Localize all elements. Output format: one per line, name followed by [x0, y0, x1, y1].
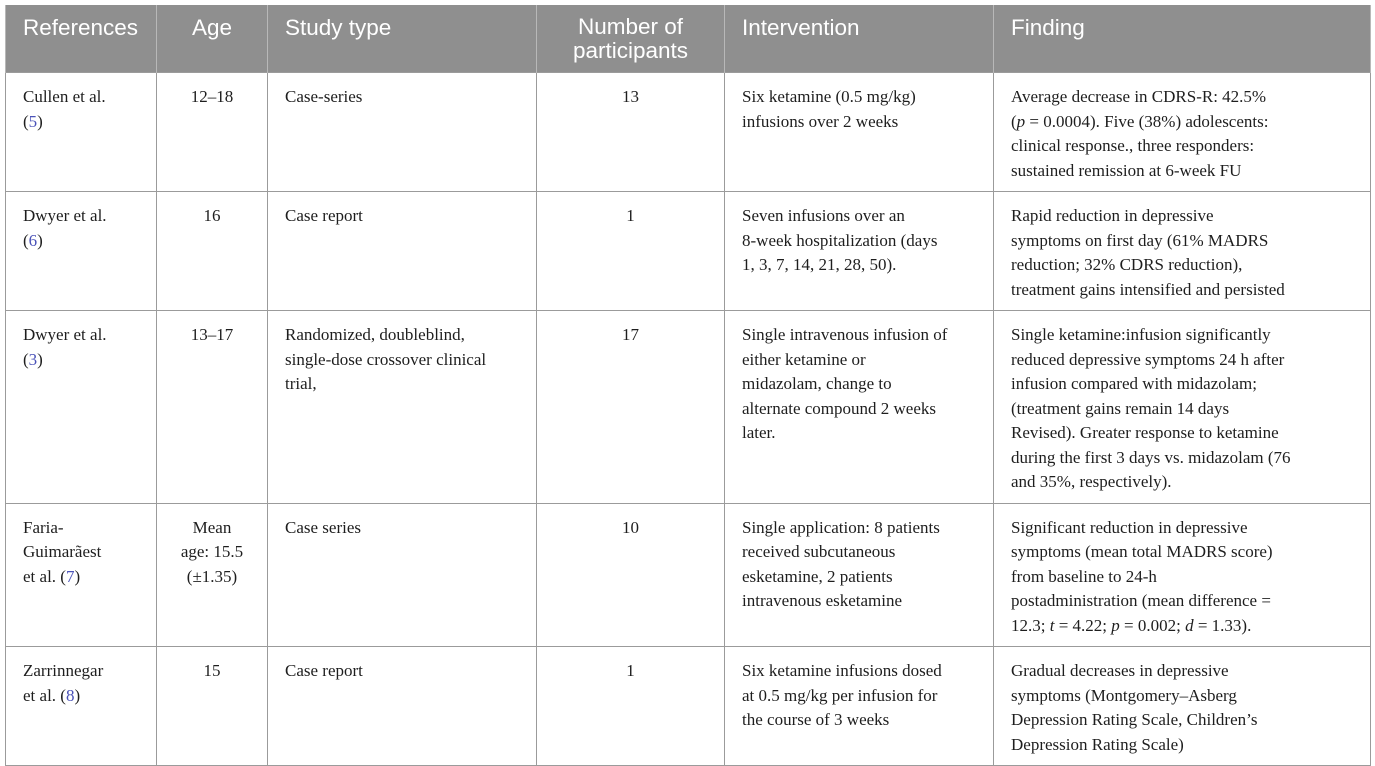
- citation-link[interactable]: 8: [65, 685, 75, 705]
- age-line: 16: [203, 206, 221, 225]
- cell-participants: 1: [537, 647, 725, 766]
- citation-link[interactable]: 6: [28, 230, 38, 250]
- study-type-line: Case report: [285, 661, 363, 680]
- finding-line: and 35%, respectively).: [1011, 472, 1172, 491]
- cell-intervention: [725, 192, 994, 311]
- intervention-line: midazolam, change to: [742, 374, 892, 393]
- finding-line: Revised). Greater response to ketamine: [1011, 423, 1279, 442]
- header-participants-line2: participants: [572, 38, 689, 63]
- finding-line: (p = 0.0004). Five (38%) adolescents:: [1011, 111, 1269, 131]
- header-participants-line1: Number of: [577, 14, 684, 39]
- reference-citation: [23, 348, 139, 373]
- header-intervention: Intervention: [725, 5, 994, 73]
- table-row: [6, 73, 1371, 192]
- finding-line: treatment gains intensified and persisted: [1011, 279, 1285, 299]
- paren-close: ): [37, 349, 43, 369]
- cell-intervention: [725, 647, 994, 766]
- table-row: [6, 503, 1371, 647]
- finding-line: infusion compared with midazolam;: [1011, 374, 1257, 393]
- age-line: 13–17: [190, 325, 234, 344]
- reference-authors: Dwyer et al.: [23, 325, 107, 344]
- finding-line: sustained remission at 6-week FU: [1011, 160, 1242, 180]
- finding-line: Single ketamine:infusion significantly: [1011, 325, 1271, 344]
- age-line: 15: [203, 661, 221, 680]
- cell-reference: [6, 192, 157, 311]
- finding-line: 12.3; t = 4.22; p = 0.002; d = 1.33).: [1011, 615, 1252, 635]
- finding-line: symptoms (mean total MADRS score): [1011, 542, 1273, 561]
- intervention-line: received subcutaneous: [742, 542, 896, 561]
- cell-study-type: [268, 73, 537, 192]
- cell-age: [157, 311, 268, 504]
- etal-text: et al. (: [23, 566, 66, 586]
- finding-line: Average decrease in CDRS-R: 42.5%: [1011, 87, 1267, 106]
- study-type-line: Case series: [285, 517, 362, 537]
- citation-link[interactable]: 5: [28, 111, 38, 131]
- header-references: References: [6, 5, 157, 73]
- age-line: age: 15.5: [180, 542, 244, 561]
- paren-open: (: [23, 349, 29, 369]
- intervention-line: 8-week hospitalization (days: [742, 230, 938, 250]
- reference-authors: Cullen et al.: [23, 87, 106, 106]
- paren-close: ): [74, 685, 81, 705]
- header-age: Age: [157, 5, 268, 73]
- header-participants: [537, 5, 725, 73]
- age-line: 12–18: [190, 87, 234, 106]
- table-row: [6, 192, 1371, 311]
- intervention-line: alternate compound 2 weeks: [742, 398, 937, 418]
- finding-line: Depression Rating Scale): [1011, 734, 1184, 754]
- cell-age: [157, 73, 268, 192]
- finding-line: from baseline to 24-h: [1011, 566, 1157, 586]
- cell-participants: 1: [537, 192, 725, 311]
- cell-participants: 13: [537, 73, 725, 192]
- study-type-line: single-dose crossover clinical: [285, 349, 487, 369]
- finding-line: reduced depressive symptoms 24 h after: [1011, 349, 1285, 369]
- cell-intervention: [725, 311, 994, 504]
- finding-line: Rapid reduction in depressive: [1011, 206, 1214, 225]
- finding-line: Significant reduction in depressive: [1011, 517, 1248, 537]
- finding-line: reduction; 32% CDRS reduction),: [1011, 255, 1243, 274]
- cell-finding: [994, 647, 1371, 766]
- finding-line: clinical response., three responders:: [1011, 136, 1255, 155]
- reference-citation: [23, 684, 139, 709]
- cell-study-type: [268, 311, 537, 504]
- cell-age: [157, 192, 268, 311]
- intervention-line: either ketamine or: [742, 349, 866, 369]
- cell-finding: [994, 503, 1371, 647]
- cell-study-type: [268, 503, 537, 647]
- intervention-line: Seven infusions over an: [742, 206, 905, 225]
- cell-participants: 17: [537, 311, 725, 504]
- study-type-line: Case-series: [285, 87, 363, 106]
- cell-participants: 10: [537, 503, 725, 647]
- cell-reference: [6, 73, 157, 192]
- intervention-line: intravenous esketamine: [742, 591, 903, 610]
- table-row: [6, 311, 1371, 504]
- paren-close: ): [37, 111, 43, 131]
- header-row: [6, 5, 1371, 73]
- intervention-line: later.: [742, 423, 776, 442]
- finding-line: postadministration (mean difference =: [1011, 591, 1271, 610]
- study-type-line: Randomized, doubleblind,: [285, 325, 465, 344]
- reference-authors: Zarrinnegar: [23, 661, 104, 680]
- finding-line: Depression Rating Scale, Children’s: [1011, 710, 1258, 729]
- intervention-line: at 0.5 mg/kg per infusion for: [742, 685, 938, 705]
- intervention-line: esketamine, 2 patients: [742, 566, 893, 586]
- age-line: Mean: [192, 517, 232, 537]
- cell-finding: [994, 311, 1371, 504]
- cell-intervention: [725, 503, 994, 647]
- intervention-line: Six ketamine (0.5 mg/kg): [742, 87, 916, 106]
- study-type-line: Case report: [285, 206, 363, 225]
- citation-link[interactable]: 3: [28, 349, 38, 369]
- paren-open: (: [23, 111, 29, 131]
- reference-citation: [23, 565, 139, 590]
- cell-finding: [994, 192, 1371, 311]
- cell-reference: [6, 503, 157, 647]
- header-study-type: Study type: [268, 5, 537, 73]
- studies-table: [5, 5, 1371, 766]
- reference-citation: [23, 229, 139, 254]
- finding-line: symptoms (Montgomery–Asberg: [1011, 685, 1237, 705]
- citation-link[interactable]: 7: [65, 566, 75, 586]
- paren-close: ): [74, 566, 81, 586]
- reference-authors: Faria-: [23, 517, 64, 537]
- paren-close: ): [37, 230, 43, 250]
- table-header: [6, 5, 1371, 73]
- cell-finding: [994, 73, 1371, 192]
- intervention-line: infusions over 2 weeks: [742, 111, 899, 131]
- finding-line: (treatment gains remain 14 days: [1011, 398, 1230, 418]
- cell-study-type: [268, 192, 537, 311]
- finding-line: symptoms on first day (61% MADRS: [1011, 230, 1269, 250]
- cell-age: [157, 503, 268, 647]
- cell-age: [157, 647, 268, 766]
- cell-intervention: [725, 73, 994, 192]
- finding-line: during the first 3 days vs. midazolam (76: [1011, 447, 1291, 467]
- reference-authors: Dwyer et al.: [23, 206, 107, 225]
- reference-authors: Guimarãest: [23, 542, 102, 561]
- cell-reference: [6, 311, 157, 504]
- cell-study-type: [268, 647, 537, 766]
- age-line: (±1.35): [186, 566, 238, 586]
- paren-open: (: [23, 230, 29, 250]
- intervention-line: the course of 3 weeks: [742, 710, 890, 729]
- study-type-line: trial,: [285, 374, 317, 393]
- cell-reference: [6, 647, 157, 766]
- header-finding: Finding: [994, 5, 1371, 73]
- table-body: [6, 73, 1371, 766]
- intervention-line: Single application: 8 patients: [742, 517, 940, 537]
- intervention-line: Single intravenous infusion of: [742, 325, 948, 344]
- intervention-line: 1, 3, 7, 14, 21, 28, 50).: [742, 255, 897, 274]
- intervention-line: Six ketamine infusions dosed: [742, 661, 942, 680]
- finding-line: Gradual decreases in depressive: [1011, 661, 1229, 680]
- table-row: [6, 647, 1371, 766]
- etal-text: et al. (: [23, 685, 66, 705]
- reference-citation: [23, 110, 139, 135]
